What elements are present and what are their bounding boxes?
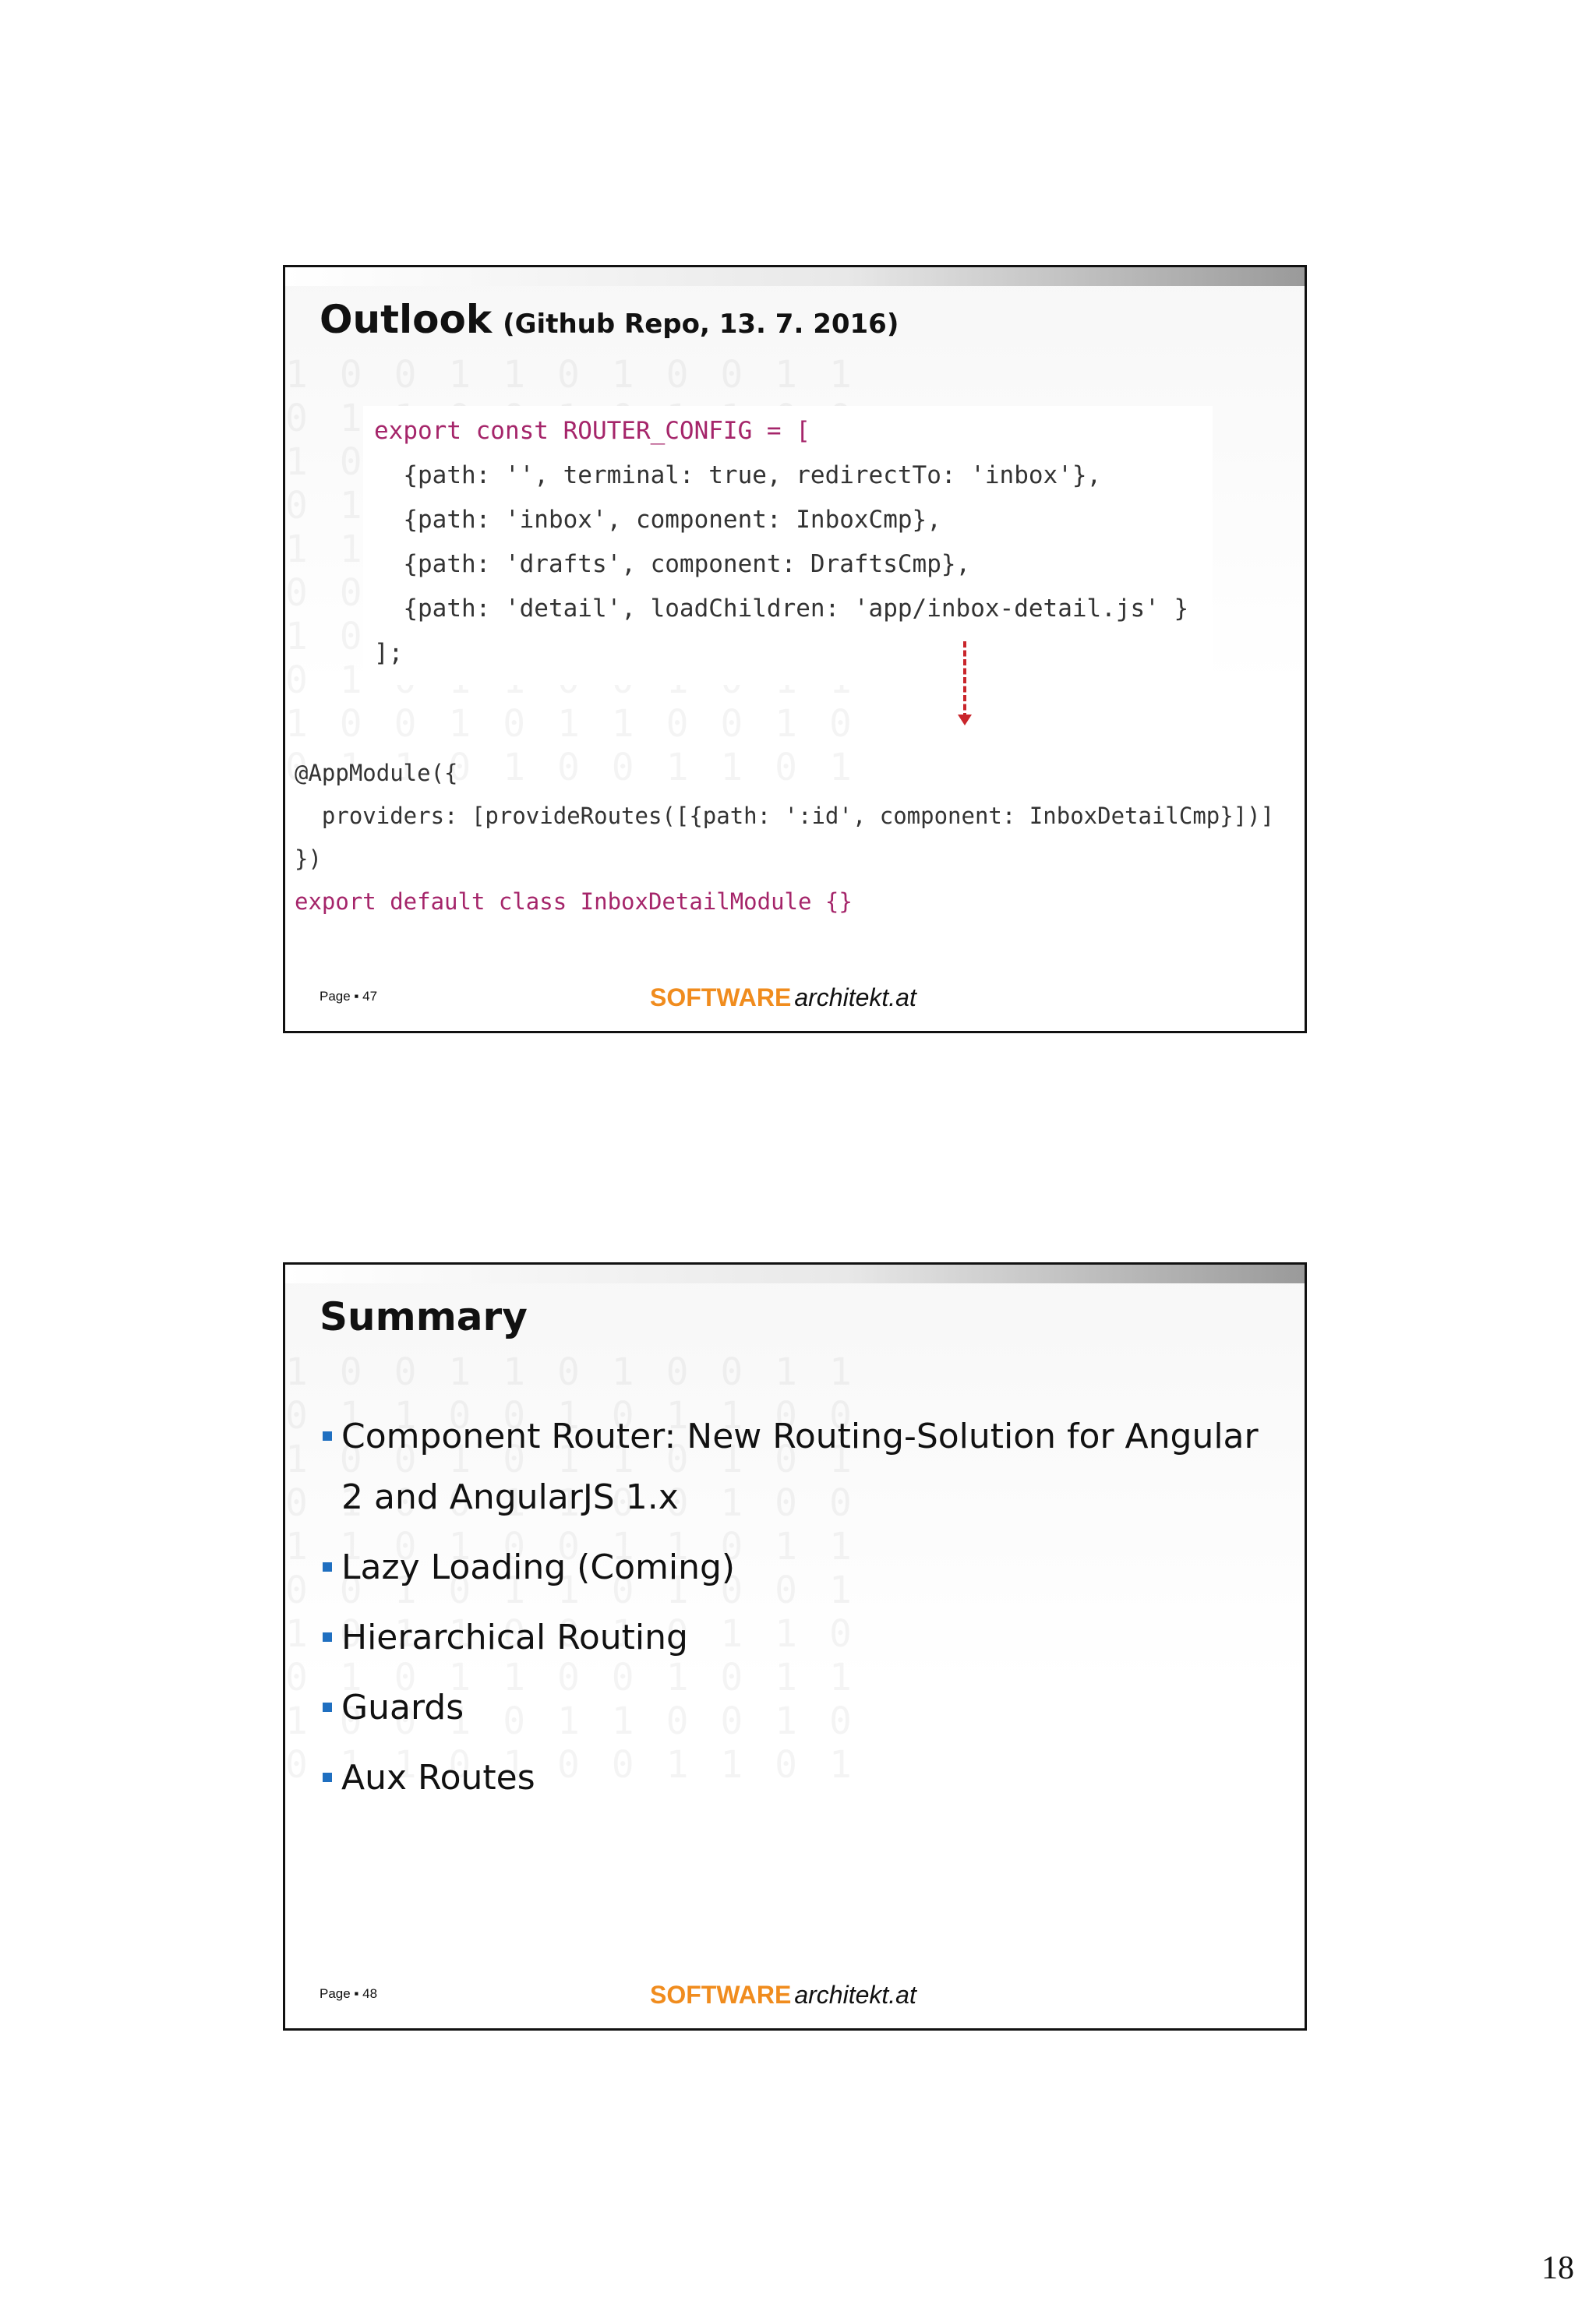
slide-header-bar [285,1265,1305,1283]
list-item-text: Hierarchical Routing [341,1618,688,1657]
slide-title [320,297,899,342]
document-page-number: 18 [1541,2250,1574,2286]
slide-summary [283,1262,1307,2031]
code-line-9: }) [295,845,322,872]
code-line-7: @AppModule({ [295,760,458,786]
list-item [320,1678,1278,1738]
brand-logo [650,1981,916,2010]
list-item-text: Guards [341,1688,464,1728]
code-block-app-module [295,752,1274,923]
bullet-square-icon [323,1431,332,1441]
brand-logo-software: SOFTWARE [650,983,792,1011]
slide-title-main: Outlook [320,297,493,342]
bullet-square-icon [323,1773,332,1782]
dashed-arrow-line [963,641,966,719]
brand-logo-software: SOFTWARE [650,1981,792,2009]
bullet-square-icon [323,1562,332,1572]
brand-logo-architekt: architekt.at [794,1981,916,2009]
list-item-text: Lazy Loading (Coming) [341,1548,736,1587]
brand-logo [650,983,916,1012]
bullet-square-icon [323,1703,332,1712]
list-item [320,1608,1278,1668]
summary-bullet-list [320,1406,1278,1818]
code-line-3: {path: 'inbox', component: InboxCmp}, [374,506,941,534]
list-item-text: Aux Routes [341,1758,535,1798]
code-line-5: {path: 'detail', loadChildren: 'app/inbox-detail.js' } [374,595,1189,623]
code-line-8: providers: [provideRoutes([{path: ':id', component: InboxDetailCmp}])] [295,803,1275,829]
slide-title-main: Summary [320,1294,528,1339]
arrow-head-icon [958,715,972,725]
bullet-square-icon [323,1632,332,1642]
slide-header-bar [285,267,1305,286]
code-line-2: {path: '', terminal: true, redirectTo: 'inbox'}, [374,461,1102,489]
slide-page-label: Page ▪ 47 [320,989,378,1004]
list-item [320,1537,1278,1598]
list-item [320,1406,1278,1528]
list-item-text: Component Router: New Routing-Solution for Angular 2 and AngularJS 1.x [341,1417,1259,1517]
code-line-6: ]; [374,639,404,667]
slide-page-label: Page ▪ 48 [320,1986,378,2001]
code-snippet-router-config [363,406,1213,685]
code-line-10: export default class InboxDetailModule {} [295,888,853,915]
list-item [320,1748,1278,1809]
slide-title-subtitle: (Github Repo, 13. 7. 2016) [503,309,899,340]
slide-outlook [283,265,1307,1033]
slide-title [320,1294,528,1339]
code-line-1: export const ROUTER_CONFIG = [ [374,417,810,445]
code-block-router-config [374,409,1188,676]
brand-logo-architekt: architekt.at [794,983,916,1011]
code-line-4: {path: 'drafts', component: DraftsCmp}, [374,550,971,578]
